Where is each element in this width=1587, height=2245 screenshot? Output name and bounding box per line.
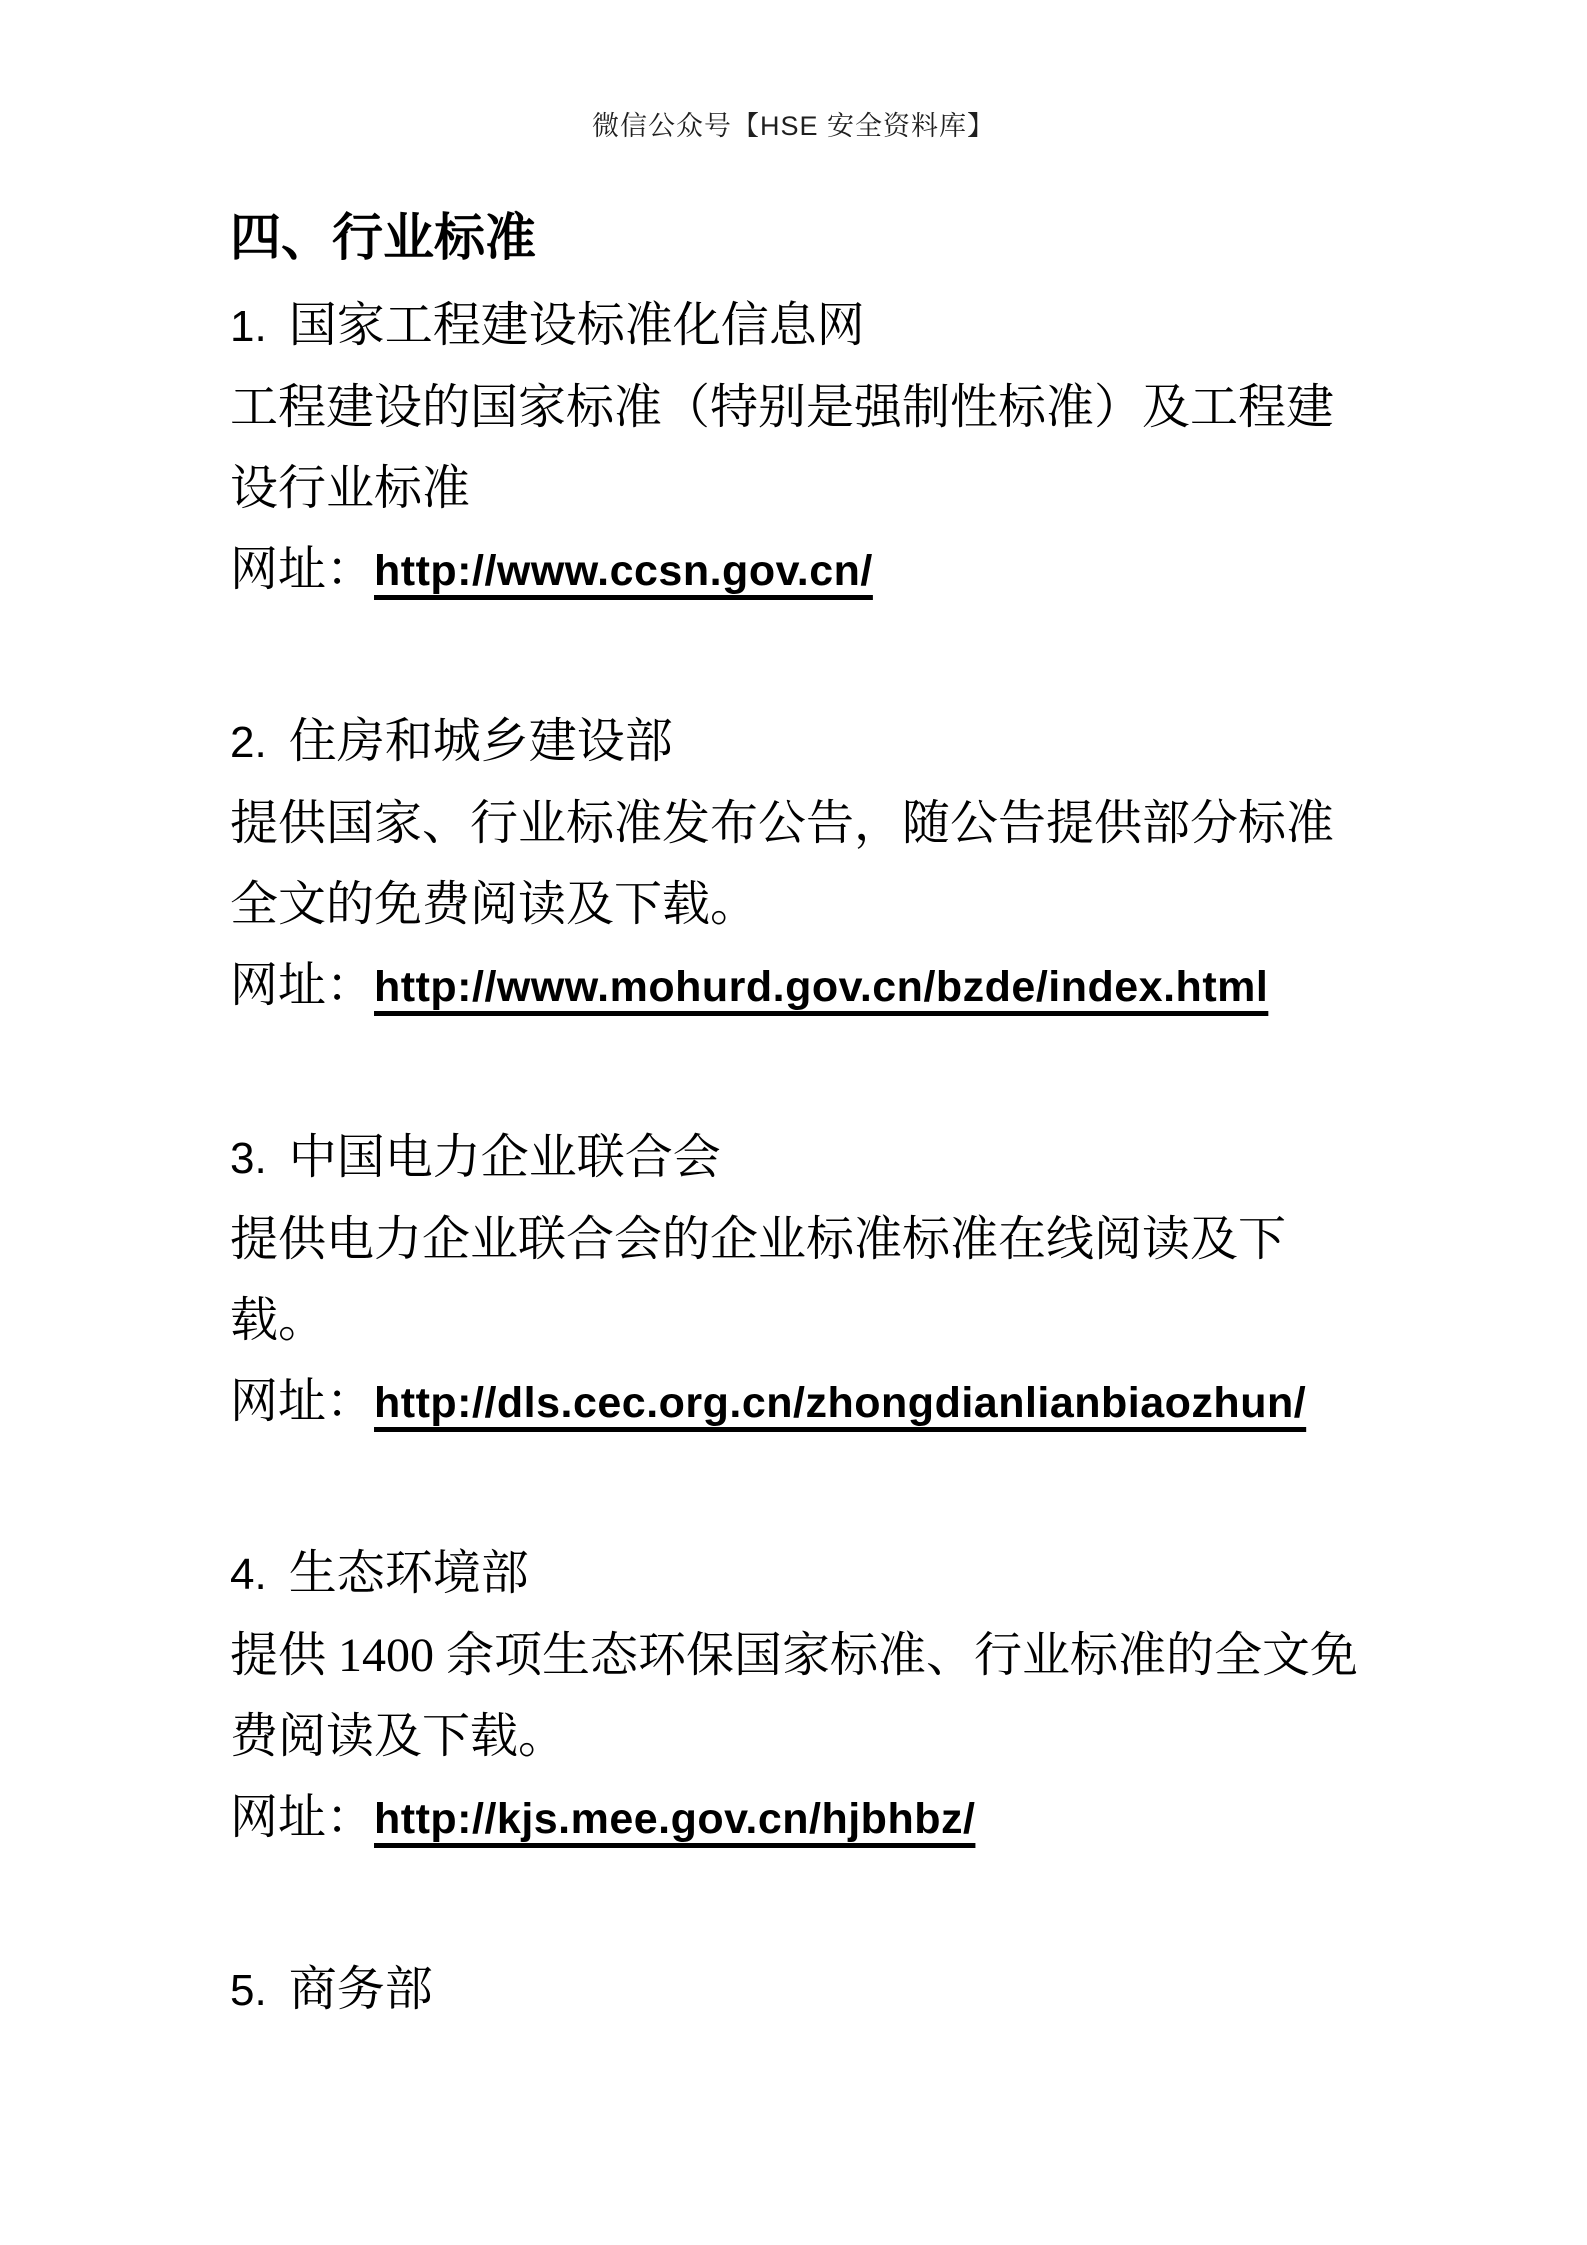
item-desc-line: 提供国家、行业标准发布公告，随公告提供部分标准	[230, 797, 1335, 850]
item-number: 5.	[230, 1966, 267, 2015]
item-name: 生态环境部	[288, 1547, 529, 1600]
item-title-line	[230, 1949, 1410, 2031]
standard-item-1	[230, 285, 1410, 612]
item-title-line	[230, 285, 1410, 367]
item-desc-line: 载。	[230, 1294, 327, 1347]
item-url-line	[230, 1777, 1410, 1860]
item-name: 中国电力企业联合会	[288, 1131, 721, 1184]
document-content	[230, 193, 1410, 2031]
item-title-line	[230, 1117, 1410, 1199]
watermark-header: 微信公众号【HSE 安全资料库】	[591, 111, 996, 141]
standard-item-4	[230, 1533, 1410, 1860]
item-name: 商务部	[288, 1963, 433, 2016]
item-number: 2.	[230, 718, 267, 767]
item-url-link[interactable]: http://www.mohurd.gov.cn/bzde/index.html	[374, 963, 1269, 1011]
standard-item-3	[230, 1117, 1410, 1444]
item-desc-line: 设行业标准	[230, 462, 471, 515]
standard-item-2	[230, 701, 1410, 1028]
item-number: 4.	[230, 1550, 267, 1599]
url-label: 网址：	[230, 959, 375, 1012]
item-number: 3.	[230, 1134, 267, 1183]
item-url-link[interactable]: http://www.ccsn.gov.cn/	[374, 547, 873, 595]
item-desc-line: 费阅读及下载。	[230, 1710, 567, 1763]
url-label: 网址：	[230, 1791, 375, 1844]
item-name: 住房和城乡建设部	[288, 715, 673, 768]
item-desc-line: 提供 1400 余项生态环保国家标准、行业标准的全文免	[230, 1629, 1359, 1682]
standard-item-5	[230, 1949, 1410, 2031]
item-title-line	[230, 1533, 1410, 1615]
url-label: 网址：	[230, 543, 375, 596]
item-title-line	[230, 701, 1410, 783]
item-url-link[interactable]: http://kjs.mee.gov.cn/hjbhbz/	[374, 1795, 976, 1843]
item-desc-line: 全文的免费阅读及下载。	[230, 878, 759, 931]
item-desc-line: 工程建设的国家标准（特别是强制性标准）及工程建	[230, 381, 1335, 434]
item-name: 国家工程建设标准化信息网	[288, 299, 865, 352]
item-desc-line: 提供电力企业联合会的企业标准标准在线阅读及下	[230, 1213, 1287, 1266]
item-url-link[interactable]: http://dls.cec.org.cn/zhongdianlianbiaozhun/	[374, 1379, 1307, 1427]
item-url-line	[230, 1361, 1410, 1444]
item-url-line	[230, 529, 1410, 612]
page-title: 四、行业标准	[230, 211, 537, 267]
url-label: 网址：	[230, 1375, 375, 1428]
item-url-line	[230, 945, 1410, 1028]
item-number: 1.	[230, 302, 267, 351]
